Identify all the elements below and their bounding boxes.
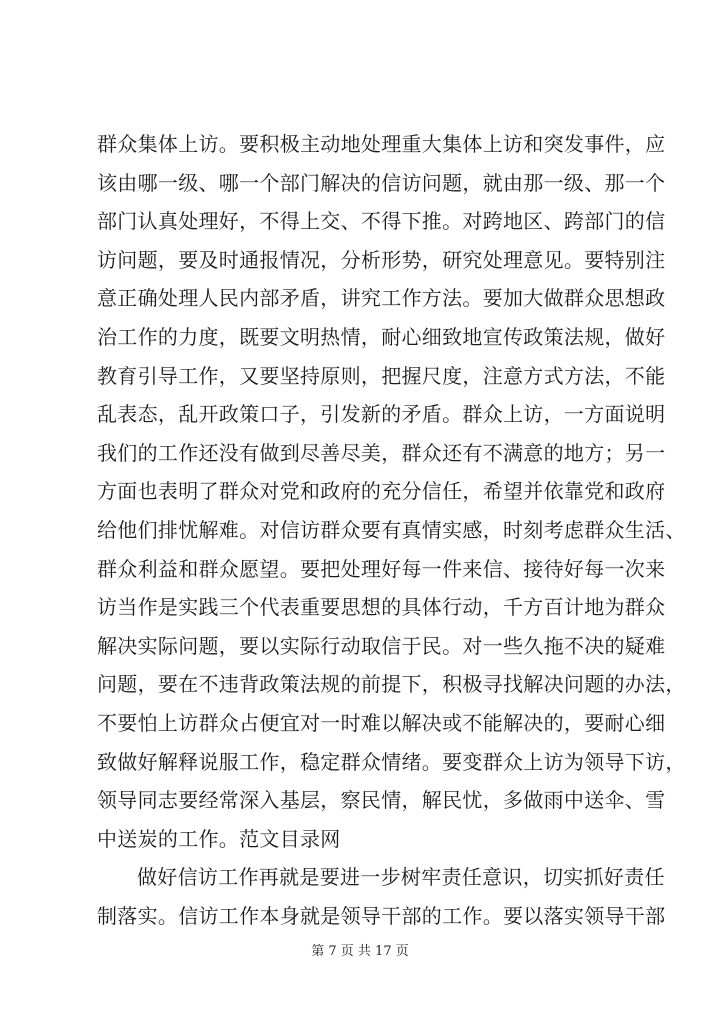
- text-line: 意正确处理人民内部矛盾，讲究工作方法。要加大做群众思想政: [97, 286, 666, 311]
- text-line: 教育引导工作，又要坚持原则，把握尺度，注意方式方法，不能: [97, 363, 666, 388]
- text-line: 乱表态，乱开政策口子，引发新的矛盾。群众上访，一方面说明: [97, 402, 666, 427]
- text-line: 解决实际问题，要以实际行动取信于民。对一些久拖不决的疑难: [97, 633, 666, 658]
- text-line: 治工作的力度，既要文明热情，耐心细致地宣传政策法规，做好: [97, 324, 666, 349]
- paragraph-start-line: 做好信访工作再就是要进一步树牢责任意识，切实抓好责任: [137, 865, 665, 890]
- text-line: 该由哪一级、哪一个部门解决的信访问题，就由那一级、那一个: [97, 170, 666, 195]
- text-line: 群众集体上访。要积极主动地处理重大集体上访和突发事件，应: [97, 132, 666, 156]
- text-line: 方面也表明了群众对党和政府的充分信任，希望并依靠党和政府: [97, 479, 666, 504]
- text-line: 领导同志要经常深入基层，察民情，解民忧，多做雨中送伞、雪: [97, 788, 666, 813]
- text-line: 制落实。信访工作本身就是领导干部的工作。要以落实领导干部: [97, 903, 666, 928]
- text-line: 群众利益和群众愿望。要把处理好每一件来信、接待好每一次来: [97, 556, 666, 581]
- body-text: [97, 125, 686, 935]
- text-line: 部门认真处理好，不得上交、不得下推。对跨地区、跨部门的信: [97, 209, 666, 234]
- paragraph-end-line: 中送炭的工作。范文目录网: [97, 826, 341, 851]
- text-line: 访问题，要及时通报情况，分析形势，研究处理意见。要特别注: [97, 247, 666, 272]
- text-line: 我们的工作还没有做到尽善尽美，群众还有不满意的地方；另一: [97, 440, 666, 465]
- text-line: 不要怕上访群众占便宜对一时难以解决或不能解决的，要耐心细: [97, 710, 666, 735]
- page-number-footer: 第 7 页 共 17 页: [311, 944, 409, 959]
- text-line: 给他们排忧解难。对信访群众要有真情实感，时刻考虑群众生活、: [97, 517, 686, 542]
- text-line: 致做好解释说服工作，稳定群众情绪。要变群众上访为领导下访，: [97, 749, 686, 774]
- text-line: 问题，要在不违背政策法规的前提下，积极寻找解决问题的办法，: [97, 672, 686, 697]
- text-line: 访当作是实践三个代表重要思想的具体行动，千方百计地为群众: [97, 595, 666, 620]
